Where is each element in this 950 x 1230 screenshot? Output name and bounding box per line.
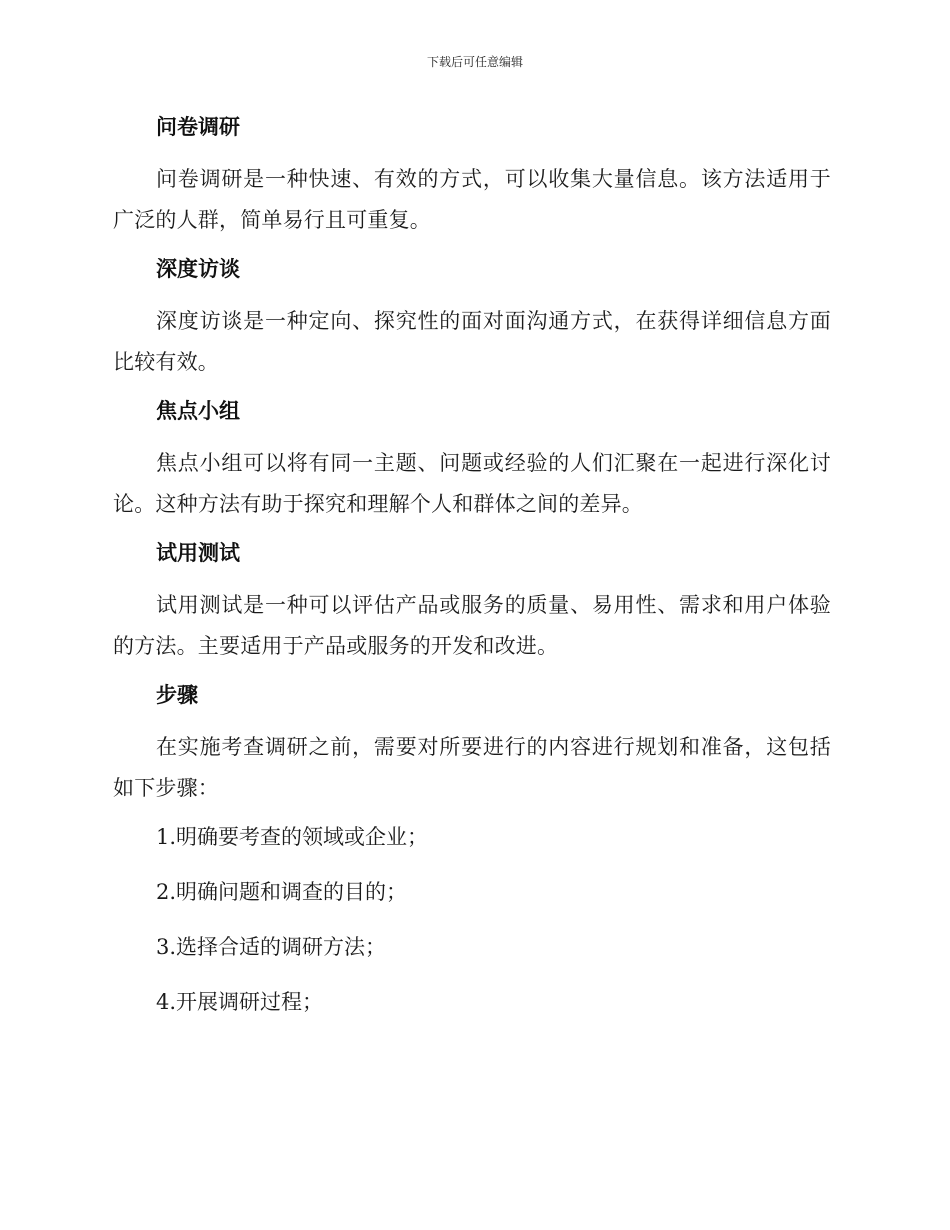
header-note: 下载后可任意编辑 — [426, 55, 523, 69]
section-heading-focus-group: 焦点小组 — [156, 399, 240, 423]
section-body-focus-group: 焦点小组可以将有同一主题、问题或经验的人们汇聚在一起进行深化讨论。这种方法有助于探究和理解个人和群体之间的差异。 — [113, 451, 831, 516]
section-heading-trial-test: 试用测试 — [156, 541, 240, 565]
step-item: 4.开展调研过程； — [156, 990, 324, 1014]
step-item: 1.明确要考查的领域或企业； — [156, 825, 429, 849]
section-body-trial-test: 试用测试是一种可以评估产品或服务的质量、易用性、需求和用户体验的方法。主要适用于产品或服务的开发和改进。 — [113, 593, 831, 658]
section-body-interview: 深度访谈是一种定向、探究性的面对面沟通方式，在获得详细信息方面比较有效。 — [113, 309, 831, 374]
step-item: 3.选择合适的调研方法； — [156, 935, 387, 959]
document-body — [113, 112, 831, 1042]
section-heading-interview: 深度访谈 — [156, 257, 240, 281]
section-body-steps: 在实施考查调研之前，需要对所要进行的内容进行规划和准备，这包括如下步骤： — [113, 735, 831, 800]
section-body-questionnaire: 问卷调研是一种快速、有效的方式，可以收集大量信息。该方法适用于广泛的人群，简单易行且可重复。 — [113, 167, 831, 232]
section-heading-steps: 步骤 — [156, 683, 198, 707]
step-item: 2.明确问题和调查的目的； — [156, 880, 408, 904]
section-heading-questionnaire: 问卷调研 — [156, 115, 240, 139]
